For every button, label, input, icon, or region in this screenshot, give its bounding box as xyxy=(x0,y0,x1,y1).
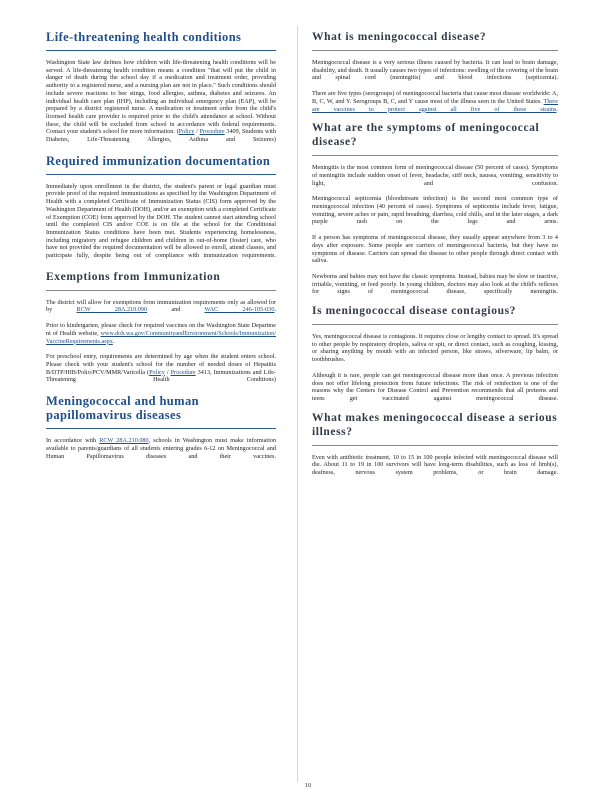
section-title: What makes meningococcal disease a serious illness? xyxy=(312,411,558,438)
section-serious-illness xyxy=(312,411,558,477)
procedure-link[interactable]: Procedure xyxy=(170,368,196,376)
section-body: Newborns and babies may not have the classic symptoms. Instead, babies may be slow or inactive, irritable, vomiting, or feed poorly. In young children, doctors may also look at the child's reflexes for signs of meningococcal disease, specifically meningitis. xyxy=(312,272,558,296)
exemptions-paragraph: The district will allow for exemptions from immunization requirements only as allowed for by RCW 28A.210.090 and WAC 246-105-030. xyxy=(46,298,277,314)
section-title: Life-threatening health conditions xyxy=(46,30,242,44)
section-life-threatening xyxy=(46,30,276,144)
page-number: 10 xyxy=(304,782,312,789)
column-divider xyxy=(297,26,298,782)
right-column xyxy=(312,30,558,485)
section-body: Meningitis is the most common form of meningococcal disease (50 percent of cases). Symptoms of meningitis include sudden onset of fever, headache, stiff neck, nausea, vomiting, sensitivity to light, and confusion. xyxy=(312,164,558,187)
title-underline xyxy=(46,290,276,291)
title-underline xyxy=(312,324,558,325)
title-underline xyxy=(312,155,558,156)
doh-website-link[interactable]: www.doh.wa.gov/CommunityandEnvironment/Schools/Immunization/VaccineRequirements.aspx xyxy=(46,329,276,345)
kindergarten-paragraph: Prior to kindergarten, please check for required vaccines on the Washington State Department of Health website, www.doh.wa.gov/CommunityandEnvironment/Schools/Immunization/VaccineRequirements.aspx. xyxy=(46,322,276,345)
title-underline xyxy=(312,50,558,51)
section-body: Yes, meningococcal disease is contagious. It requires close or lengthy contact to spread. It's spread to other people by respiratory droplets, saliva or spit, or direct contact, such as coughing, kissing, or sharing anything by mouth with an infected person, like straws, silverware, lip balm, or toothbrushes. xyxy=(312,333,558,364)
section-body: Meningococcal disease is a very serious illness caused by bacteria. It can lead to brain damage, disability, and death. It usually causes two types of infections: swelling of the covering of the brain and spinal cord (meningitis) and blood infections (septicemia). xyxy=(312,59,558,82)
section-title: Exemptions from Immunization xyxy=(46,270,221,283)
policy-link[interactable]: Policy xyxy=(178,128,195,136)
section-body: If a person has symptoms of meningococcal disease, they usually appear anywhere from 3 to 4 days after exposure. Some people are carriers of meningococcal bacteria, but they have no symptoms of disease. Carriers can spread the disease to other people through direct contact with saliva. xyxy=(312,234,558,265)
section-exemptions xyxy=(46,270,276,384)
rcw-link[interactable]: RCW 28A.210.080 xyxy=(99,437,149,445)
section-title: Meningococcal and human papillomavirus diseases xyxy=(46,394,199,423)
section-body: Washington State law defines how children with life-threatening health conditions will be served. A life-threatening health condition means a condition "that will put the child in danger of death during the school day if a medication and treatment order, providing authority to a registered nurse, and a nursing plan are not in place." Such conditions should include severe reactions to bee stings, food allergies, asthma, diabetes and seizures. An individual health care plan (IHP), including an individual emergency plan (EAP), will be prepared by a district registered nurse. A medication or treatment order from the child's licensed health care provider is required prior to the child's attendance at school. Without these, the child will be excluded from school in accordance with federal requirements. Contact your student's school for more information. (Policy / Procedure 3409, Students with Diabetes, Life-Threatening Allergies, Asthma and Seizures) xyxy=(46,59,276,144)
section-body: Although it is rare, people can get meningococcal disease more than once. A previous infection does not offer lifelong protection from future infections. The risk of reinfection is one of the reasons why the Centers for Disease Control and Prevention recommends that all preteens and teens get vaccinated against meningococcal disease. xyxy=(312,371,558,402)
vaccines-link[interactable]: There are vaccines to protect against all five of these strains xyxy=(312,97,558,113)
section-contagious xyxy=(312,304,558,403)
section-immunization-documentation xyxy=(46,154,276,260)
preschool-paragraph: For preschool entry, requirements are determined by age when the student enters school. Please check with your student's school for the number of needed doses of Hepatitis B/DTP/HIB/Polio/PCV/MMR/Varicella (Policy / Procedure 3413, Immunizations and Life-Threatening Health Conditions) xyxy=(46,353,276,384)
section-what-is-meningococcal xyxy=(312,30,558,113)
rcw-link[interactable]: RCW 28A.210.090 xyxy=(76,306,148,314)
title-underline xyxy=(46,174,276,175)
section-body: Meningococcal septicemia (bloodstream infection) is the second most common type of meningococcal infection (40 percent of cases). Symptoms of septicemia include fever, fatigue, vomiting, severe aches or pain, rapid breathing, diarrhea, cold chills, and in the later stages, a dark purple rash on the legs and arms. xyxy=(312,195,558,226)
wac-link[interactable]: WAC 246-105-030 xyxy=(204,306,275,314)
section-meningococcal-hpv xyxy=(46,394,276,460)
section-body: There are five types (serogroups) of meningococcal bacteria that cause most disease worldwide: A, B, C, W, and Y. Serogroups B, C, and Y cause most of the illness seen in the United States. There are vaccines to protect against all five of these strains. xyxy=(312,90,558,113)
left-column xyxy=(46,30,276,468)
section-title: Is meningococcal disease contagious? xyxy=(312,305,516,318)
section-symptoms xyxy=(312,121,558,296)
section-title: What is meningococcal disease? xyxy=(312,31,487,43)
section-body: In accordance with RCW 28A.210.080, schools in Washington must make information available to parents/guardians of all students entering grades 6-12 on Meningococcal and Human Papillomavirus diseases and their vaccines. xyxy=(46,437,276,460)
policy-link[interactable]: Policy xyxy=(149,368,165,376)
section-title: Required immunization documentation xyxy=(46,153,271,168)
section-title: What are the symptoms of meningococcal disease? xyxy=(312,122,540,149)
procedure-link[interactable]: Procedure xyxy=(199,128,225,136)
title-underline xyxy=(46,50,276,51)
section-body: Immediately upon enrollment in the district, the student's parent or legal guardian must provide proof of the required immunizations as specified by the Washington Department of Health with a completed Certificate of Immunization Status (CIS) form approved by the Washington Department of Health (DOH), and/or an exemption with a completed Certificate of Exemption (COE) form approved by the DOH. The student cannot start attending school until the completed CIS and/or COE is on file at the school for the Conditional Immunization Status conditions have been met. Students experiencing homelessness, including migratory and refugee children and children in out-of-home (foster) care, who have not provided the required documentation will be allowed to enroll, attend classes, and participate fully, despite being out of compliance with immunization requirements. xyxy=(46,182,276,260)
title-underline xyxy=(312,445,558,446)
title-underline xyxy=(46,428,276,429)
section-body: Even with antibiotic treatment, 10 to 15 in 100 people infected with meningococcal disease will die. About 11 to 19 in 100 survivors will have long-term disabilities, such as loss of limb(s), deafness, nervous system problems, or brain damage. xyxy=(312,453,558,477)
